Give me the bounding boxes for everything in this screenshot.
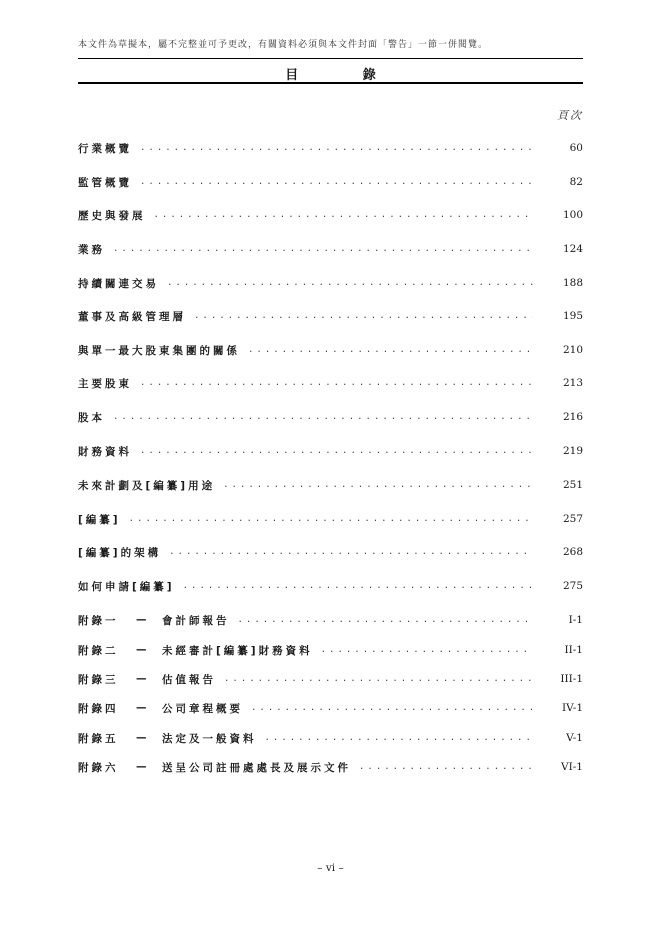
toc-entry-label: 股本 — [78, 411, 105, 424]
leader-dots — [223, 480, 533, 490]
appendix-dash: — — [136, 761, 147, 773]
toc-entry-label: [編纂] — [78, 513, 121, 526]
appendix-number: 附錄三 — [78, 673, 119, 686]
appendix-entry[interactable] — [78, 612, 583, 628]
leader-dots — [194, 311, 533, 321]
appendix-page: V-1 — [566, 732, 583, 744]
appendix-dash: — — [136, 673, 147, 685]
leader-dots — [167, 278, 533, 288]
toc-entry-label: [編纂]的架構 — [78, 546, 162, 559]
leader-dots — [183, 581, 533, 591]
page-title: 目 錄 — [285, 68, 406, 83]
toc-entry[interactable] — [78, 477, 583, 493]
leader-dots — [140, 446, 533, 456]
title-rule — [78, 82, 583, 84]
appendix-page: II-1 — [564, 644, 583, 656]
appendix-dash: — — [136, 644, 147, 656]
toc-entry-page: 268 — [562, 546, 583, 558]
toc-entry-page: 213 — [562, 377, 583, 389]
leader-dots — [154, 210, 534, 220]
toc-entry[interactable] — [78, 241, 583, 257]
appendix-title: 會計師報告 — [162, 614, 230, 627]
leader-dots — [140, 177, 533, 187]
appendix-title: 未經審計[編纂]財務資料 — [162, 644, 313, 657]
page-number: – vi – — [317, 862, 344, 874]
appendix-entry[interactable] — [78, 759, 583, 775]
leader-dots — [238, 615, 534, 625]
toc-entry[interactable] — [78, 140, 583, 156]
page-column-label: 頁次 — [557, 109, 583, 122]
toc-entry[interactable] — [78, 375, 583, 391]
appendix-page: IV-1 — [562, 702, 583, 714]
toc-entry-page: 257 — [562, 513, 583, 525]
leader-dots — [113, 244, 533, 254]
toc-entry-label: 業務 — [78, 243, 105, 256]
toc-entry-label: 董事及高級管理層 — [78, 310, 186, 323]
appendix-entry[interactable] — [78, 700, 583, 716]
appendix-number: 附錄二 — [78, 644, 119, 657]
toc-entry-page: 60 — [569, 142, 583, 154]
toc-entry-page: 82 — [569, 176, 583, 188]
toc-entry-label: 財務資料 — [78, 445, 132, 458]
toc-entry-page: 210 — [562, 344, 583, 356]
toc-entry[interactable] — [78, 275, 583, 291]
leader-dots — [359, 762, 533, 772]
appendix-number: 附錄四 — [78, 702, 119, 715]
appendix-page: VI-1 — [561, 761, 583, 773]
toc-entry-page: 219 — [562, 445, 583, 457]
toc-entry-label: 行業概覽 — [78, 142, 132, 155]
appendix-page: I-1 — [568, 614, 583, 626]
toc-entry[interactable] — [78, 207, 583, 223]
appendix-title: 法定及一般資料 — [162, 732, 257, 745]
leader-dots — [251, 703, 533, 713]
appendix-dash: — — [136, 702, 147, 714]
leader-dots — [265, 733, 534, 743]
toc-entry-page: 195 — [562, 310, 583, 322]
toc-entry[interactable] — [78, 308, 583, 324]
appendix-title: 估值報告 — [162, 673, 216, 686]
leader-dots — [140, 143, 533, 153]
toc-entry[interactable] — [78, 443, 583, 459]
toc-entry-page: 188 — [562, 277, 583, 289]
toc-entry[interactable] — [78, 511, 583, 527]
appendix-entry[interactable] — [78, 671, 583, 687]
toc-entry-page: 124 — [562, 243, 583, 255]
toc-entry-label: 未來計劃及[編纂]用途 — [78, 479, 216, 492]
appendix-number: 附錄一 — [78, 614, 119, 627]
appendix-entry[interactable] — [78, 642, 583, 658]
draft-disclaimer: 本文件為草擬本，屬不完整並可予更改，有關資料必須與本文件封面「警告」一節一併閱覽。 — [78, 40, 489, 50]
header-rule — [78, 58, 583, 59]
appendix-entry[interactable] — [78, 730, 583, 746]
toc-entry-label: 持續關連交易 — [78, 277, 159, 290]
appendix-dash: — — [136, 614, 147, 626]
toc-entry[interactable] — [78, 409, 583, 425]
appendix-number: 附錄六 — [78, 761, 119, 774]
toc-entry[interactable] — [78, 174, 583, 190]
leader-dots — [169, 547, 533, 557]
appendix-number: 附錄五 — [78, 732, 119, 745]
toc-entry[interactable] — [78, 578, 583, 594]
toc-entry[interactable] — [78, 342, 583, 358]
toc-entry-page: 251 — [562, 479, 583, 491]
toc-entry-page: 275 — [562, 580, 583, 592]
toc-entry-label: 主要股東 — [78, 377, 132, 390]
leader-dots — [129, 514, 533, 524]
leader-dots — [321, 645, 533, 655]
leader-dots — [140, 378, 533, 388]
leader-dots — [224, 674, 533, 684]
toc-entry-label: 如何申請[編纂] — [78, 580, 175, 593]
appendix-dash: — — [136, 732, 147, 744]
toc-entry-page: 100 — [562, 209, 583, 221]
leader-dots — [248, 345, 533, 355]
appendix-page: III-1 — [560, 673, 583, 685]
appendix-title: 公司章程概要 — [162, 702, 243, 715]
toc-entry-label: 監管概覽 — [78, 176, 132, 189]
toc-entry[interactable] — [78, 544, 583, 560]
toc-entry-label: 與單一最大股東集團的關係 — [78, 344, 240, 357]
appendix-title: 送呈公司註冊處處長及展示文件 — [162, 761, 351, 774]
toc-entry-page: 216 — [562, 411, 583, 423]
leader-dots — [113, 412, 533, 422]
toc-entry-label: 歷史與發展 — [78, 209, 146, 222]
